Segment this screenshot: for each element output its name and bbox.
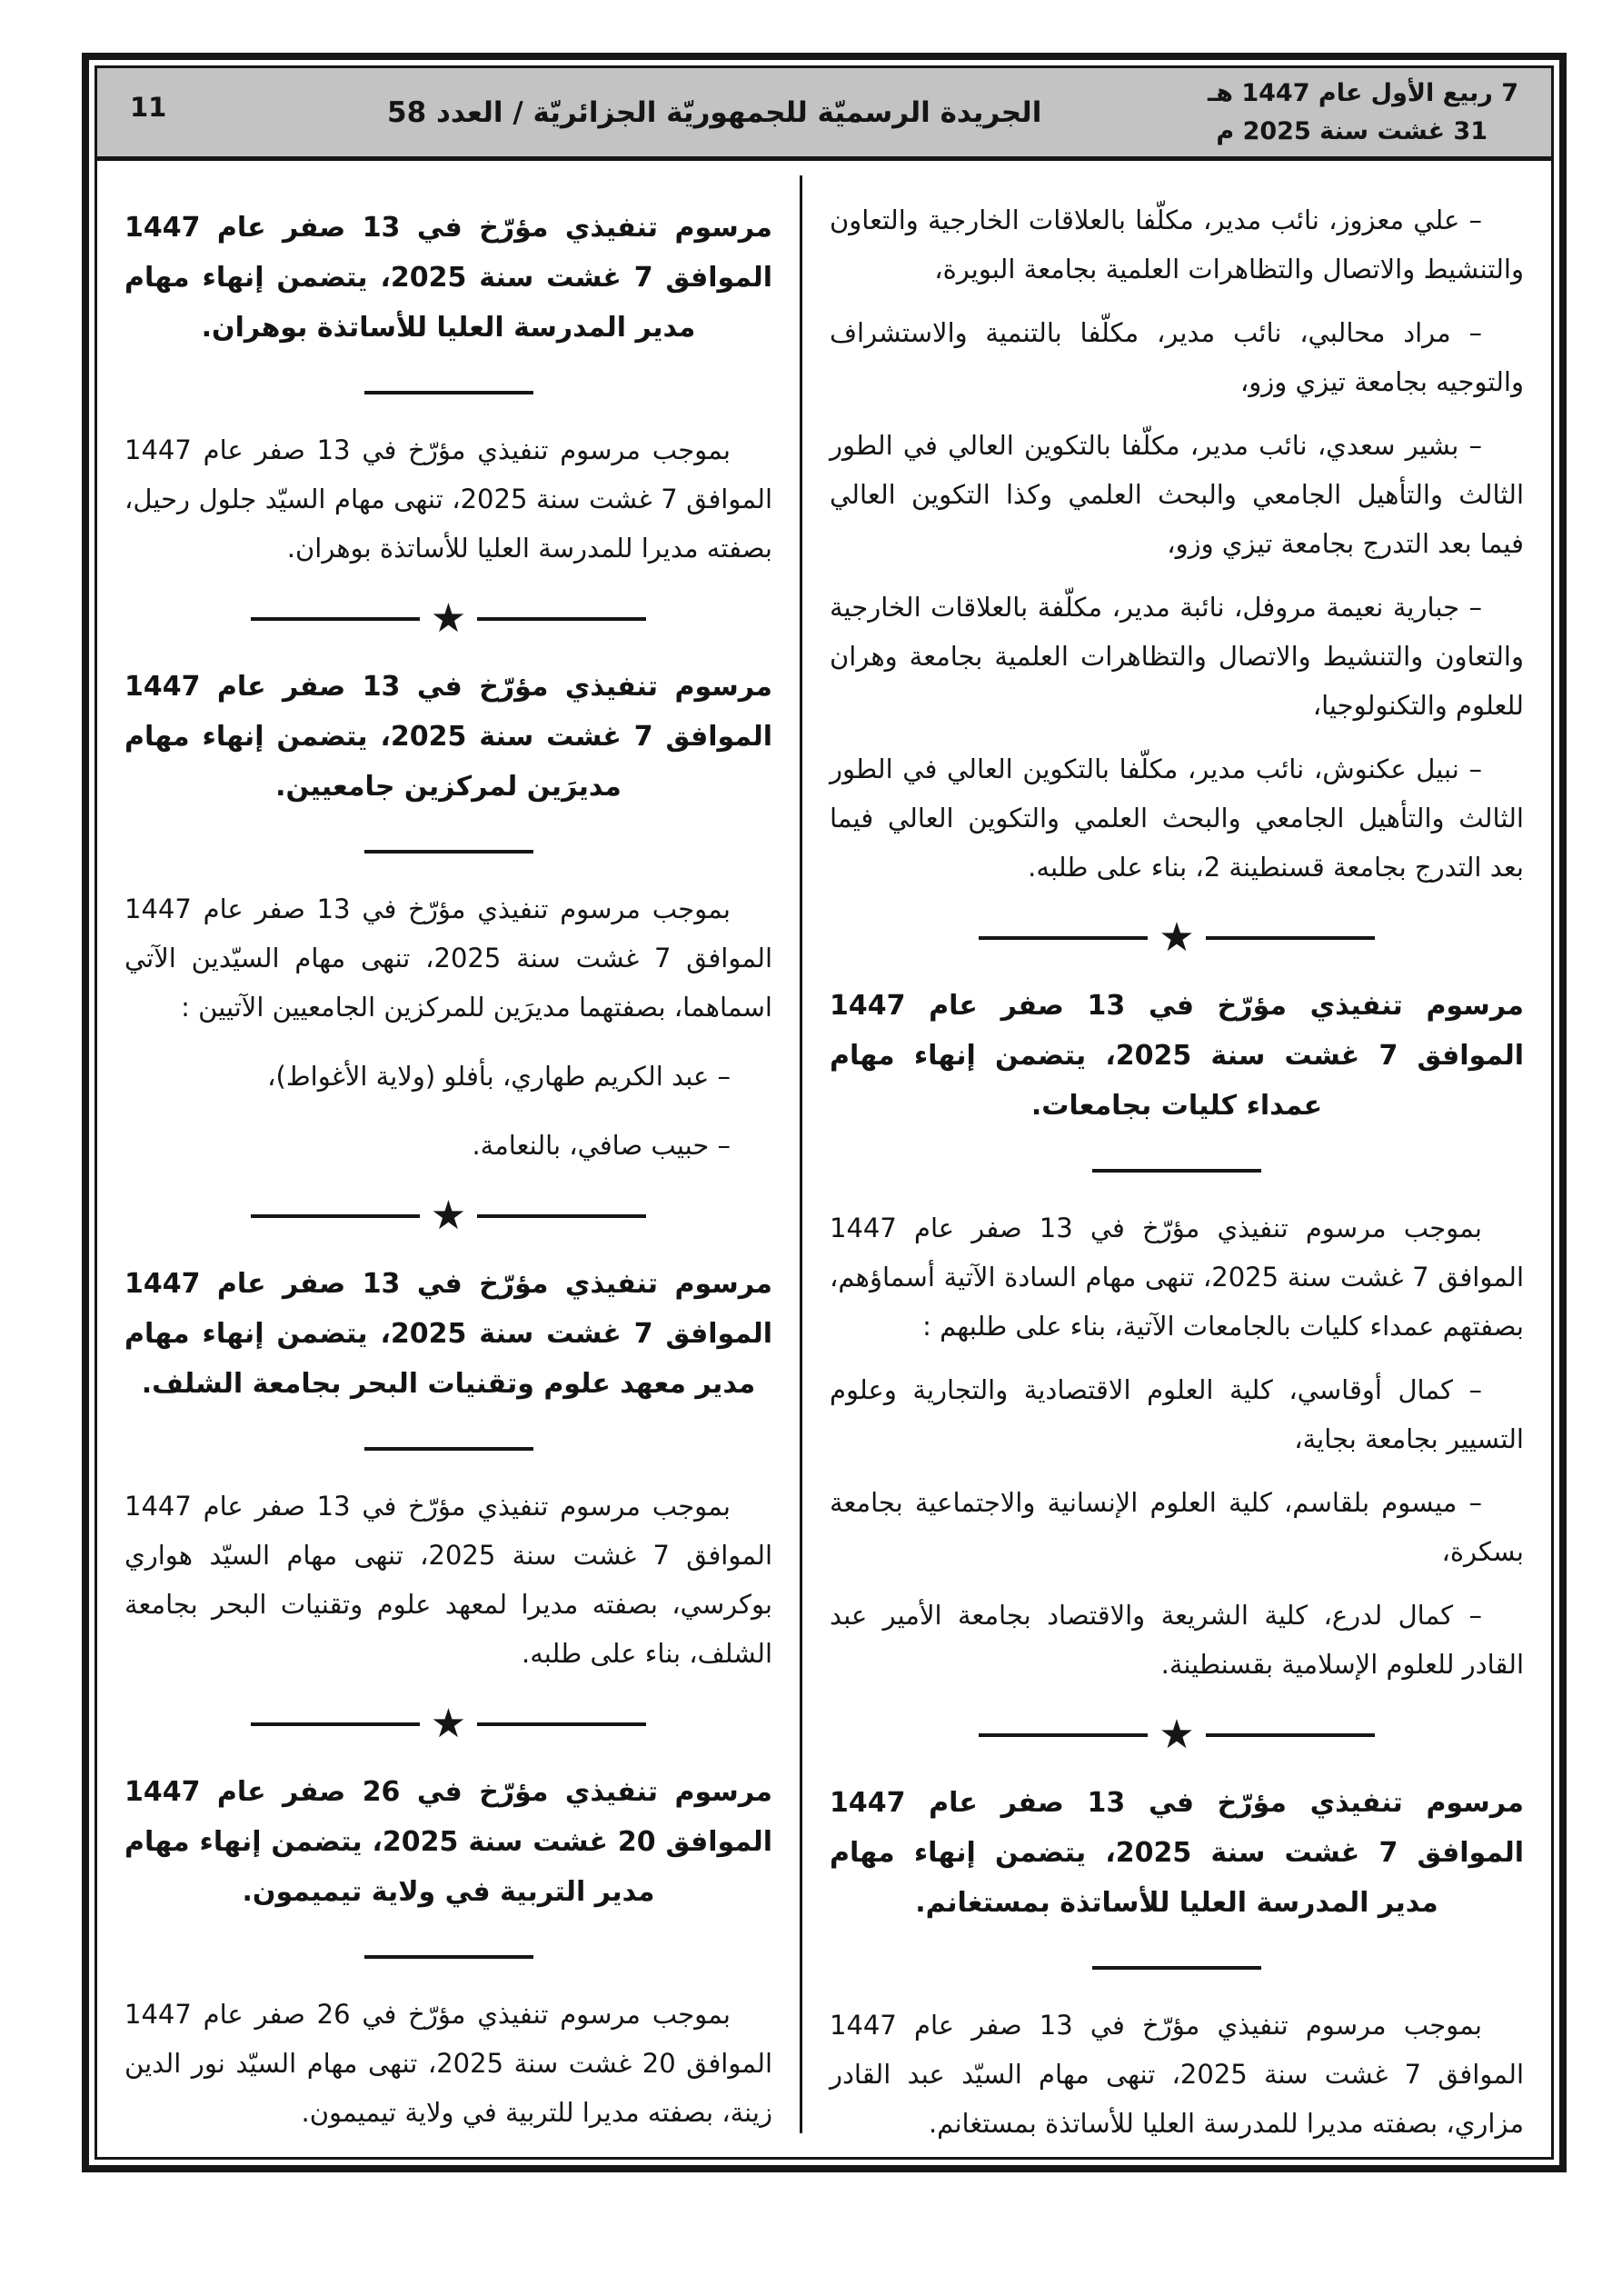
star-divider bbox=[124, 595, 772, 642]
list-item: – حبيب صافي، بالنعامة. bbox=[472, 1130, 731, 1161]
star-icon: ★ bbox=[1159, 1712, 1195, 1758]
journal-title: الجريدة الرسميّة للجمهوريّة الجزائريّة / العدد 58 bbox=[387, 95, 1042, 129]
divider-line bbox=[979, 936, 1148, 940]
list-item: – عبد الكريم طهاري، بأفلو (ولاية الأغواط)، bbox=[267, 1061, 731, 1092]
section-divider bbox=[1092, 1966, 1261, 1970]
star-icon: ★ bbox=[430, 595, 467, 642]
star-icon: ★ bbox=[430, 1701, 467, 1747]
header-band bbox=[97, 68, 1551, 161]
divider-line bbox=[1206, 936, 1375, 940]
list-item: – ميسوم بلقاسم، كلية العلوم الإنسانية والاجتماعية بجامعة بسكرة، bbox=[830, 1487, 1524, 1567]
section-divider bbox=[364, 1447, 533, 1451]
divider-line bbox=[251, 1722, 420, 1726]
divider-line bbox=[477, 1214, 646, 1218]
decree-body: بموجب مرسوم تنفيذي مؤرّخ في 26 صفر عام 1447 الموافق 20 غشت سنة 2025، تنهى مهام السيّد نور الدين زينة، بصفته مديرا للتربية في ولاية تيميمون. bbox=[124, 1999, 772, 2128]
section-divider bbox=[364, 1955, 533, 1959]
decree-title: مرسوم تنفيذي مؤرّخ في 13 صفر عام 1447 الموافق 7 غشت سنة 2025، يتضمن إنهاء مهام عمداء كليات بجامعات. bbox=[830, 990, 1524, 1122]
divider-line bbox=[251, 1214, 420, 1218]
decree-title: مرسوم تنفيذي مؤرّخ في 13 صفر عام 1447 الموافق 7 غشت سنة 2025، يتضمن إنهاء مهام مديرَين لمركزين جامعيين. bbox=[124, 671, 772, 803]
section-divider bbox=[364, 391, 533, 394]
gregorian-date: 31 غشت سنة 2025 م bbox=[1216, 116, 1488, 145]
divider-line bbox=[979, 1733, 1148, 1737]
list-item: – جبارية نعيمة مروفل، نائبة مدير، مكلّفة بالعلاقات الخارجية والتعاون والتنشيط والاتصال والتظاهرات العلمية بجامعة وهران للعلوم والتكنولوجيا، bbox=[830, 592, 1524, 721]
section-divider bbox=[364, 850, 533, 854]
decree-body: بموجب مرسوم تنفيذي مؤرّخ في 13 صفر عام 1447 الموافق 7 غشت سنة 2025، تنهى مهام السيّد عبد القادر مزاري، بصفته مديرا للمدرسة العليا للأساتذة بمستغانم. bbox=[830, 2010, 1524, 2139]
section-divider bbox=[1092, 1169, 1261, 1173]
divider-line bbox=[477, 617, 646, 621]
left-column bbox=[97, 175, 800, 2157]
list-item: – كمال لدرع، كلية الشريعة والاقتصاد بجامعة الأمير عبد القادر للعلوم الإسلامية بقسنطينة. bbox=[830, 1600, 1524, 1680]
content-columns bbox=[97, 161, 1551, 2157]
hijri-date: 7 ربيع الأول عام 1447 هـ bbox=[1208, 78, 1518, 107]
divider-line bbox=[251, 617, 420, 621]
star-icon: ★ bbox=[430, 1193, 467, 1239]
star-divider bbox=[830, 914, 1524, 961]
star-divider bbox=[124, 1195, 772, 1237]
list-item: – نبيل عكنوش، نائب مدير، مكلّفا بالتكوين العالي في الطور الثالث والتأهيل الجامعي والبحث العلمي والتكوين العالي فيما بعد التدرج بجامعة قسنطينة 2، بناء على طلبه. bbox=[830, 754, 1524, 883]
list-item: – علي معزوز، نائب مدير، مكلّفا بالعلاقات الخارجية والتعاون والتنشيط والاتصال والتظاهرات العلمية بجامعة البويرة، bbox=[830, 205, 1524, 285]
divider-line bbox=[477, 1722, 646, 1726]
list-item: – مراد محالبي، نائب مدير، مكلّفا بالتنمية والاستشراف والتوجيه بجامعة تيزي وزو، bbox=[830, 317, 1524, 397]
decree-body: بموجب مرسوم تنفيذي مؤرّخ في 13 صفر عام 1447 الموافق 7 غشت سنة 2025، تنهى مهام السيّدين الآتي اسماهما، بصفتهما مديرَين للمركزين الجامعيين الآتيين : bbox=[124, 893, 773, 1023]
star-divider bbox=[830, 1714, 1524, 1756]
decree-title: مرسوم تنفيذي مؤرّخ في 13 صفر عام 1447 الموافق 7 غشت سنة 2025، يتضمن إنهاء مهام مدير المدرسة العليا للأساتذة بوهران. bbox=[124, 212, 772, 344]
page-frame bbox=[95, 65, 1554, 2160]
page-number: 11 bbox=[130, 92, 167, 123]
list-item: – بشير سعدي، نائب مدير، مكلّفا بالتكوين العالي في الطور الثالث والتأهيل الجامعي والبحث العلمي وكذا التكوين العالي فيما بعد التدرج بجامعة تيزي وزو، bbox=[830, 430, 1524, 559]
decree-body: بموجب مرسوم تنفيذي مؤرّخ في 13 صفر عام 1447 الموافق 7 غشت سنة 2025، تنهى مهام السادة الآتية أسماؤهم، بصفتهم عمداء كليات بالجامعات الآتية، بناء على طلبهم : bbox=[830, 1213, 1525, 1342]
decree-title: مرسوم تنفيذي مؤرّخ في 13 صفر عام 1447 الموافق 7 غشت سنة 2025، يتضمن إنهاء مهام مدير المدرسة العليا للأساتذة بمستغانم. bbox=[830, 1787, 1524, 1919]
decree-title: مرسوم تنفيذي مؤرّخ في 13 صفر عام 1447 الموافق 7 غشت سنة 2025، يتضمن إنهاء مهام مدير معهد علوم وتقنيات البحر بجامعة الشلف. bbox=[124, 1268, 772, 1400]
right-column bbox=[802, 175, 1551, 2157]
decree-body: بموجب مرسوم تنفيذي مؤرّخ في 13 صفر عام 1447 الموافق 7 غشت سنة 2025، تنهى مهام السيّد هواري بوكرسي، بصفته مديرا لمعهد علوم وتقنيات البحر بجامعة الشلف، بناء على طلبه. bbox=[124, 1491, 773, 1669]
star-divider bbox=[124, 1703, 772, 1745]
list-item: – كمال أوقاسي، كلية العلوم الاقتصادية والتجارية وعلوم التسيير بجامعة بجاية، bbox=[830, 1374, 1524, 1454]
column-divider bbox=[800, 175, 802, 2133]
divider-line bbox=[1206, 1733, 1375, 1737]
decree-body: بموجب مرسوم تنفيذي مؤرّخ في 13 صفر عام 1447 الموافق 7 غشت سنة 2025، تنهى مهام السيّد جلول رحيل، بصفته مديرا للمدرسة العليا للأساتذة بوهران. bbox=[124, 434, 773, 564]
decree-title: مرسوم تنفيذي مؤرّخ في 26 صفر عام 1447 الموافق 20 غشت سنة 2025، يتضمن إنهاء مهام مدير التربية في ولاية تيميمون. bbox=[124, 1776, 772, 1908]
date-block bbox=[1208, 75, 1518, 151]
star-icon: ★ bbox=[1159, 914, 1195, 961]
